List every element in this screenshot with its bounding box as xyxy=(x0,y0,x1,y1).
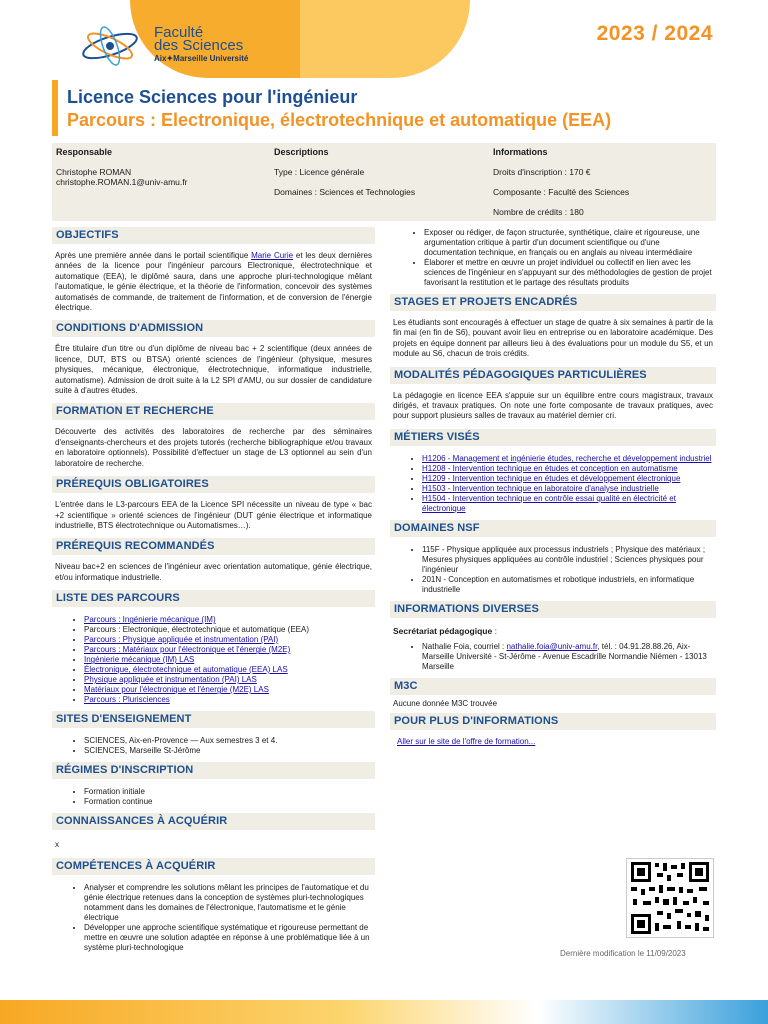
list-item: • Analyser et comprendre les solutions mêlant les principes de l'automatique et du génie électrique retenues dans la conception de systèmes pluri-technologiques notamment dans les domaines de l'électronique, l'automatisme et le génie électrique xyxy=(84,883,372,923)
parcours-list xyxy=(84,615,372,705)
modalites-text: La pédagogie en licence EEA s'appuie sur un équilibre entre cours magistraux, travaux dirigés, et travaux pratiques. On note une forte composante de travaux pratiques, avec pour support plusieurs salles de travaux au matériel dernier cri. xyxy=(393,390,713,421)
divers-list xyxy=(422,642,713,672)
list-item: • Formation continue xyxy=(84,797,372,807)
parcours-link[interactable]: Parcours : Physique appliquée et instrumentation (PAI) xyxy=(84,635,279,645)
info-responsable-label: Responsable xyxy=(56,147,113,157)
logo-line2: des Sciences xyxy=(154,36,244,54)
section-regimes-title: RÉGIMES D'INSCRIPTION xyxy=(52,762,375,779)
contact-name: Nathalie Foia, courriel : xyxy=(422,641,507,651)
list-item: • Exposer ou rédiger, de façon structurée, synthétique, claire et rigoureuse, une argumentation critique à partir d'un document scientifique ou d'une documentation technique, en français ou en anglais au niveau intermédiaire xyxy=(424,228,713,258)
nsf-list xyxy=(422,545,713,595)
list-item[interactable] xyxy=(84,695,372,705)
metiers-list xyxy=(422,454,713,514)
logo-line3: Aix✦Marseille Université xyxy=(154,53,249,63)
list-item[interactable] xyxy=(422,494,713,514)
m3c-text: Aucune donnée M3C trouvée xyxy=(393,698,498,708)
marie-curie-link[interactable]: Marie Curie xyxy=(251,251,294,260)
page-title: Licence Sciences pour l'ingénieur xyxy=(67,87,358,107)
section-modalites-title: MODALITÉS PÉDAGOGIQUES PARTICULIÈRES xyxy=(390,367,716,384)
description-type: Type : Licence générale xyxy=(274,167,365,177)
parcours-current: Parcours : Electronique, électrotechnique et automatique (EEA) xyxy=(84,625,310,635)
section-stages-title: STAGES ET PROJETS ENCADRÉS xyxy=(390,294,716,311)
section-divers-title: INFORMATIONS DIVERSES xyxy=(390,601,716,618)
list-item[interactable] xyxy=(84,665,372,675)
regimes-list xyxy=(84,787,372,807)
info-credits: Nombre de crédits : 180 xyxy=(493,207,584,217)
secretariat-label: Secrétariat pédagogique : xyxy=(393,625,497,636)
metier-link[interactable]: H1208 - Intervention technique en études et conception en automatisme xyxy=(422,463,678,473)
section-prerequis-rec-title: PRÉREQUIS RECOMMANDÉS xyxy=(52,538,375,555)
list-item[interactable] xyxy=(84,645,372,655)
parcours-link[interactable]: Physique appliquée et instrumentation (PAI) LAS xyxy=(84,675,257,685)
list-item: • SCIENCES, Marseille St-Jérôme xyxy=(84,746,372,756)
objectifs-text-start: Après une première année dans le portail scientifique xyxy=(55,251,252,260)
page-subtitle: Parcours : Electronique, électrotechnique et automatique (EEA) xyxy=(67,110,612,130)
section-sites-title: SITES D'ENSEIGNEMENT xyxy=(52,711,375,728)
list-item[interactable] xyxy=(84,655,372,665)
list-item: • Développer une approche scientifique systématique et rigoureuse permettant de mettre en œuvre une solution adaptée en réponse à une problématique liée à un système pluri-technologique xyxy=(84,923,372,953)
info-descriptions xyxy=(274,147,484,197)
prerequis-rec-text: Niveau bac+2 en sciences de l'ingénieur avec orientation automatique, génie électrique, et/ou informatique industrielle. xyxy=(55,562,372,582)
conditions-text: Être titulaire d'un titre ou d'un diplôme de niveau bac + 2 scientifique (deux années de licence, DUT, BTS ou BTSA) orienté sciences de l'ingénieur (physique, mesures physiques, mécanique, électronique, électrotechnique, informatique industrielle, automatisme). Admission de droit suite à la L2 SPI d'AMU, ou sur dossier de candidature suite à d'autres études. xyxy=(55,344,372,396)
section-nsf-title: DOMAINES NSF xyxy=(390,520,716,537)
responsable-email[interactable]: christophe.ROMAN.1@univ-amu.fr xyxy=(56,177,188,187)
section-prerequis-obl-title: PRÉREQUIS OBLIGATOIRES xyxy=(52,476,375,493)
objectifs-text-end: et les deux dernières années de la licence pour l'ingénieur parcours Electronique, électrotechnique et automatique (EEA), le diplômé saura, dans une approche pluri-technologique mêlant l'automatique, le génie électrique, et la théorie de l'information, concevoir des systèmes automatisés de commande, de traitement de l'information, et de conversion de l'énergie électrique. xyxy=(55,251,372,313)
list-item[interactable] xyxy=(84,635,372,645)
faculty-logo[interactable] xyxy=(78,22,248,68)
list-item: • 201N - Conception en automatismes et robotique industriels, en informatique industrielle xyxy=(422,575,713,595)
list-item[interactable] xyxy=(422,484,713,494)
info-informations xyxy=(493,147,713,217)
list-item: • Formation initiale xyxy=(84,787,372,797)
competences-list-cont xyxy=(424,228,713,288)
list-item: • SCIENCES, Aix-en-Provence — Aux semestres 3 et 4. xyxy=(84,736,372,746)
metier-link[interactable]: H1504 - Intervention technique en contrôle essai qualité en électricité et électronique xyxy=(422,493,676,513)
logo-line1: Faculté xyxy=(154,23,204,41)
right-column xyxy=(390,228,716,755)
footer-decor-band xyxy=(0,1000,768,1024)
parcours-link[interactable]: Ingénierie mécanique (IM) LAS xyxy=(84,655,195,665)
info-descriptions-label: Descriptions xyxy=(274,147,329,157)
competences-list xyxy=(84,883,372,953)
section-metiers-title: MÉTIERS VISÉS xyxy=(390,429,716,446)
contact-details: , tél. : 04.91.28.88.26, Aix-Marseille Université - St-Jérôme - Avenue Escadrille Normandie Niémen - 13013 Marseille xyxy=(422,641,707,671)
info-box xyxy=(52,143,716,221)
qr-code[interactable] xyxy=(626,858,714,938)
connaissances-text: x xyxy=(55,840,59,850)
title-accent-bar xyxy=(52,80,58,136)
list-item xyxy=(84,625,372,635)
info-composante: Composante : Faculté des Sciences xyxy=(493,187,630,197)
left-column xyxy=(52,227,375,959)
secretariat-label-text: Secrétariat pédagogique xyxy=(393,625,493,636)
header-decor-yellow xyxy=(300,0,470,78)
objectifs-text xyxy=(55,251,372,313)
section-formation-title: FORMATION ET RECHERCHE xyxy=(52,403,375,420)
responsable-name: Christophe ROMAN xyxy=(56,167,132,177)
stages-text: Les étudiants sont encouragés à effectuer un stage de quatre à six semaines à partir de la fin mai (en fin de S6), pouvant avoir lieu en entreprise ou en laboratoire académique. Des projets en équipe donnent par ailleurs lieu à des évaluations pour un module du S5, et un module au S6, chacun de trois crédits. xyxy=(393,318,713,359)
list-item[interactable] xyxy=(84,685,372,695)
plus-para xyxy=(397,737,713,747)
list-item: • 115F - Physique appliquée aux processus industriels ; Physique des matériaux ; Mesures physiques appliquées au contrôle industriel ; Sciences physiques pour l'ingénieur xyxy=(422,545,713,575)
last-modified: Dernière modification le 11/09/2023 xyxy=(560,949,686,958)
list-item[interactable] xyxy=(422,474,713,484)
section-objectifs-title: OBJECTIFS xyxy=(52,227,375,244)
formation-site-link[interactable]: Aller sur le site de l'offre de formation... xyxy=(397,737,536,747)
metier-link[interactable]: H1209 - Intervention technique en études et développement électronique xyxy=(422,473,681,483)
section-conditions-title: CONDITIONS D'ADMISSION xyxy=(52,320,375,337)
list-item[interactable] xyxy=(422,464,713,474)
info-droits: Droits d'inscription : 170 € xyxy=(493,167,591,177)
parcours-link[interactable]: Matériaux pour l'électronique et l'énergie (M2E) LAS xyxy=(84,685,269,695)
parcours-link[interactable]: Parcours : Ingénierie mécanique (IM) xyxy=(84,615,216,625)
parcours-link[interactable]: Parcours : Matériaux pour l'électronique et l'énergie (M2E) xyxy=(84,645,291,655)
section-parcours-title: LISTE DES PARCOURS xyxy=(52,590,375,607)
section-competences-title: COMPÉTENCES À ACQUÉRIR xyxy=(52,858,375,875)
list-item[interactable] xyxy=(422,454,713,464)
formation-text: Découverte des activités des laboratoires de recherche par des séminaires d'enseignants-chercheurs et des projets tutorés (recherche bibliographique et/ou travaux en laboratoire optionnels). Possibilité d'effectuer un stage de L3 optionnel au sein d'un laboratoire de recherche. xyxy=(55,427,372,468)
sites-list xyxy=(84,736,372,756)
atom-logo-icon xyxy=(78,22,148,68)
section-connaissances-title: CONNAISSANCES À ACQUÉRIR xyxy=(52,813,375,830)
section-m3c-title: M3C xyxy=(390,678,716,695)
list-item xyxy=(422,642,713,672)
contact-email-link[interactable]: nathalie.foia@univ-amu.fr xyxy=(506,641,598,651)
description-domaines: Domaines : Sciences et Technologies xyxy=(274,187,416,197)
info-informations-label: Informations xyxy=(493,147,548,157)
parcours-link[interactable]: Électronique, électrotechnique et automatique (EEA) LAS xyxy=(84,665,288,675)
metier-link[interactable]: H1503 - Intervention technique en laboratoire d'analyse industrielle xyxy=(422,483,659,493)
info-responsable xyxy=(56,147,266,187)
prerequis-obl-text: L'entrée dans le L3-parcours EEA de la Licence SPI nécessite un niveau de type « bac +2 scientifique » orienté sciences de l'ingénieur (DUT génie électrique et informatique industrielle, BTS électrotechnique ou Automatismes…). xyxy=(55,500,372,530)
section-plus-title: POUR PLUS D'INFORMATIONS xyxy=(390,713,716,730)
parcours-link[interactable]: Parcours : Plurisciences xyxy=(84,695,170,705)
metier-link[interactable]: H1206 - Management et ingénierie études, recherche et développement industriel xyxy=(422,453,712,463)
list-item[interactable] xyxy=(84,615,372,625)
list-item: • Élaborer et mettre en œuvre un projet individuel ou collectif en lien avec les sciences de l'ingénieur en s'appuyant sur des méthodologies de gestion de projet favorisant la restitution et le partage des résultats produits xyxy=(424,258,713,288)
list-item[interactable] xyxy=(84,675,372,685)
academic-year: 2023 / 2024 xyxy=(596,22,713,45)
